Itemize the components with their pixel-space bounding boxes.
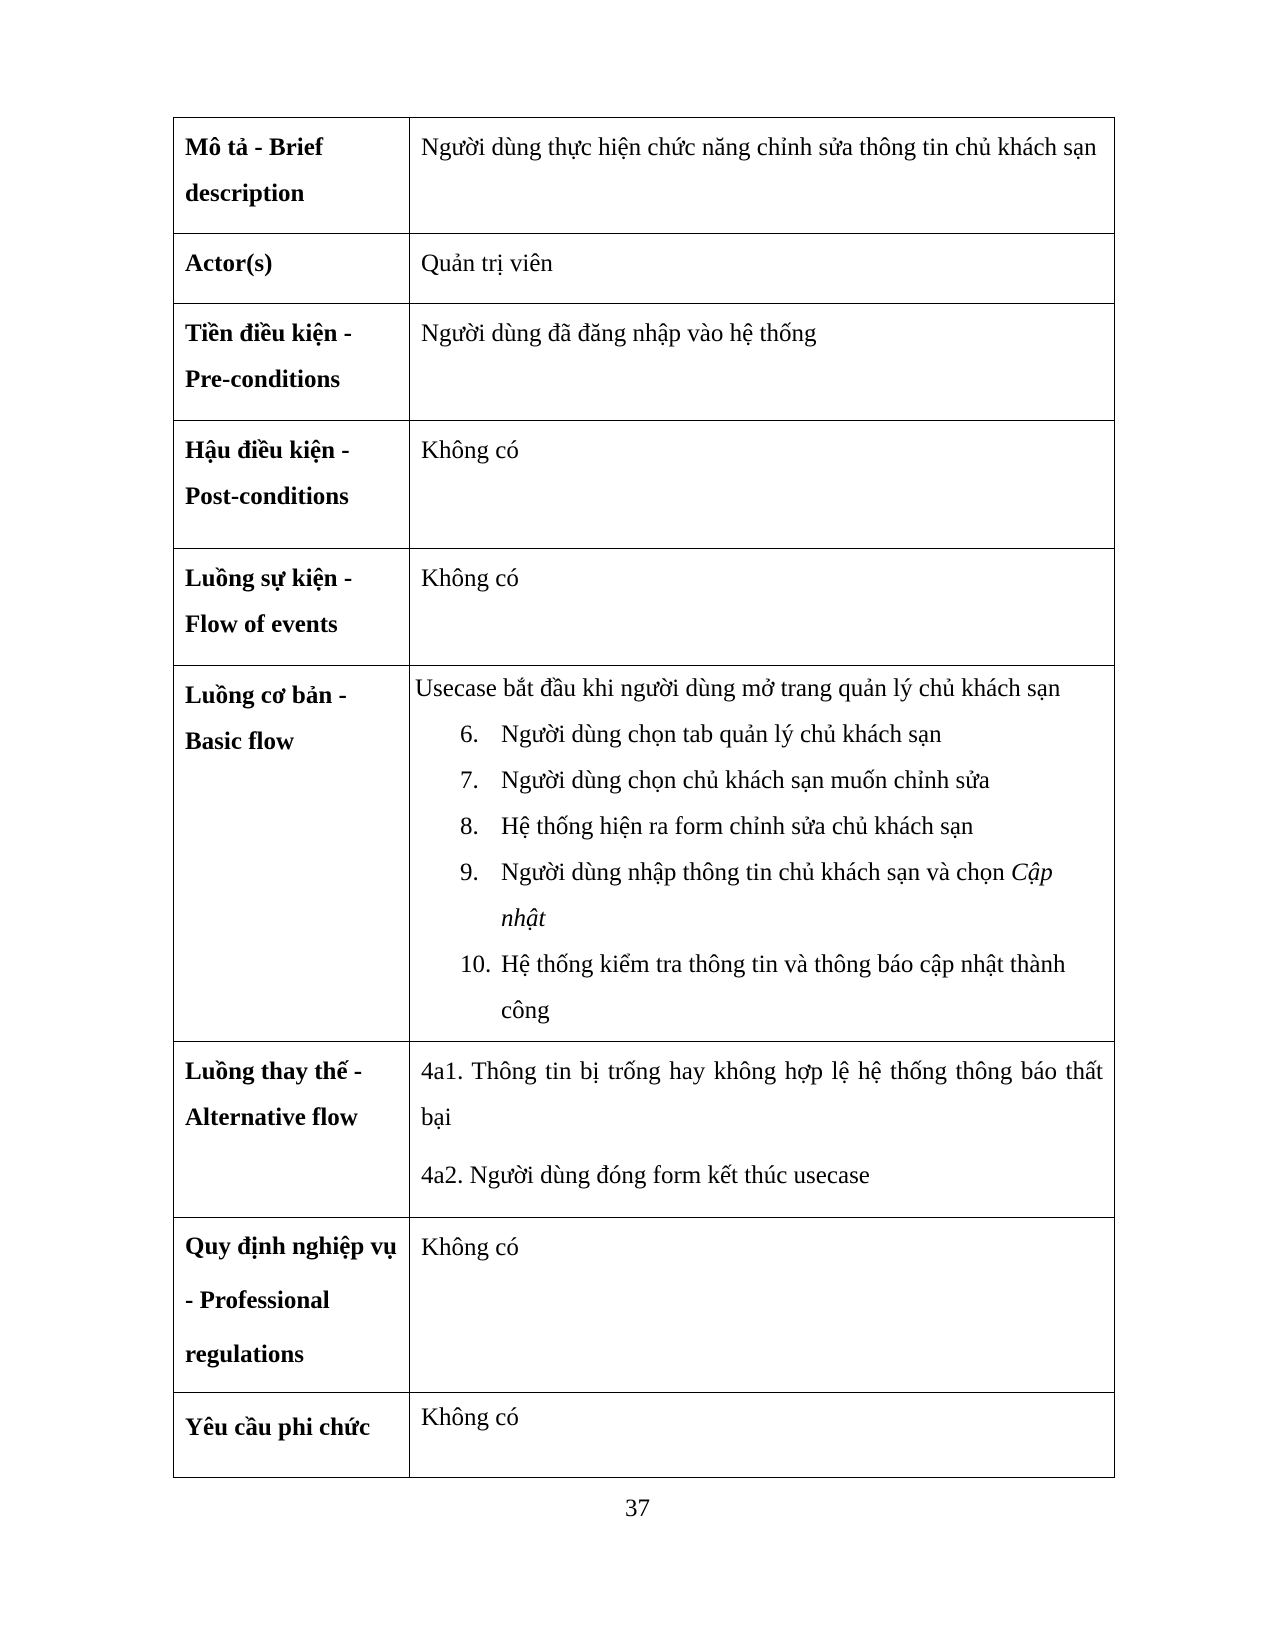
table-row-brief-description	[174, 118, 1115, 234]
table-row-non-functional	[174, 1393, 1115, 1478]
row-label: Quy định nghiệp vụ - Professional regulations	[174, 1218, 410, 1393]
step-text: Người dùng nhập thông tin chủ khách sạn và chọn	[501, 859, 1012, 886]
row-label: Hậu điều kiện - Post-conditions	[174, 421, 410, 549]
row-label: Luồng sự kiện - Flow of events	[174, 549, 410, 666]
row-label: Tiền điều kiện - Pre-conditions	[174, 304, 410, 421]
page-number: 37	[625, 1495, 650, 1522]
alternative-flow-item: 4a2. Người dùng đóng form kết thúc usecase	[421, 1162, 870, 1189]
step-number: 10.	[460, 951, 492, 978]
step-text: Hệ thống hiện ra form chỉnh sửa chủ khách sạn	[501, 813, 974, 840]
table-row-actors	[174, 234, 1115, 304]
step-text: Người dùng chọn tab quản lý chủ khách sạn	[501, 721, 942, 748]
step-emphasis: Cập nhật	[501, 859, 1053, 932]
row-label: Actor(s)	[174, 234, 410, 304]
table-row-flow-of-events	[174, 549, 1115, 666]
row-value: Quản trị viên	[410, 234, 1115, 304]
list-item	[421, 712, 1103, 758]
list-item	[421, 942, 1103, 1034]
list-item	[421, 850, 1103, 942]
row-label: Luồng thay thế - Alternative flow	[174, 1042, 410, 1218]
alternative-flow-item: 4a1. Thông tin bị trống hay không hợp lệ hệ thống thông báo thất bại	[421, 1058, 1103, 1131]
table-row-alternative-flow	[174, 1042, 1115, 1218]
list-item	[421, 758, 1103, 804]
row-label: Luồng cơ bản - Basic flow	[174, 666, 410, 1042]
row-label: Yêu cầu phi chức	[174, 1393, 410, 1478]
step-text: Hệ thống kiểm tra thông tin và thông báo cập nhật thành công	[501, 951, 1066, 1024]
row-value: Người dùng đã đăng nhập vào hệ thống	[410, 304, 1115, 421]
row-value: Không có	[410, 421, 1115, 549]
row-value: Người dùng thực hiện chức năng chỉnh sửa thông tin chủ khách sạn	[410, 118, 1115, 234]
basic-flow-intro: Usecase bắt đầu khi người dùng mở trang quản lý chủ khách sạn	[415, 675, 1061, 702]
table-row-pre-conditions	[174, 304, 1115, 421]
row-value: Không có	[410, 1218, 1115, 1393]
row-value: Không có	[410, 1393, 1115, 1478]
table-row-basic-flow	[174, 666, 1115, 1042]
table-row-professional-regulations	[174, 1218, 1115, 1393]
step-number: 9.	[460, 859, 479, 886]
row-value: Không có	[410, 549, 1115, 666]
usecase-specification-table	[173, 117, 1115, 1478]
step-number: 6.	[460, 721, 479, 748]
alternative-flow-content	[410, 1042, 1115, 1218]
row-label: Mô tả - Brief description	[174, 118, 410, 234]
table-row-post-conditions	[174, 421, 1115, 549]
step-number: 8.	[460, 813, 479, 840]
basic-flow-steps	[421, 712, 1103, 1034]
list-item	[421, 804, 1103, 850]
step-text: Người dùng chọn chủ khách sạn muốn chỉnh sửa	[501, 767, 990, 794]
basic-flow-content	[410, 666, 1115, 1042]
step-number: 7.	[460, 767, 479, 794]
